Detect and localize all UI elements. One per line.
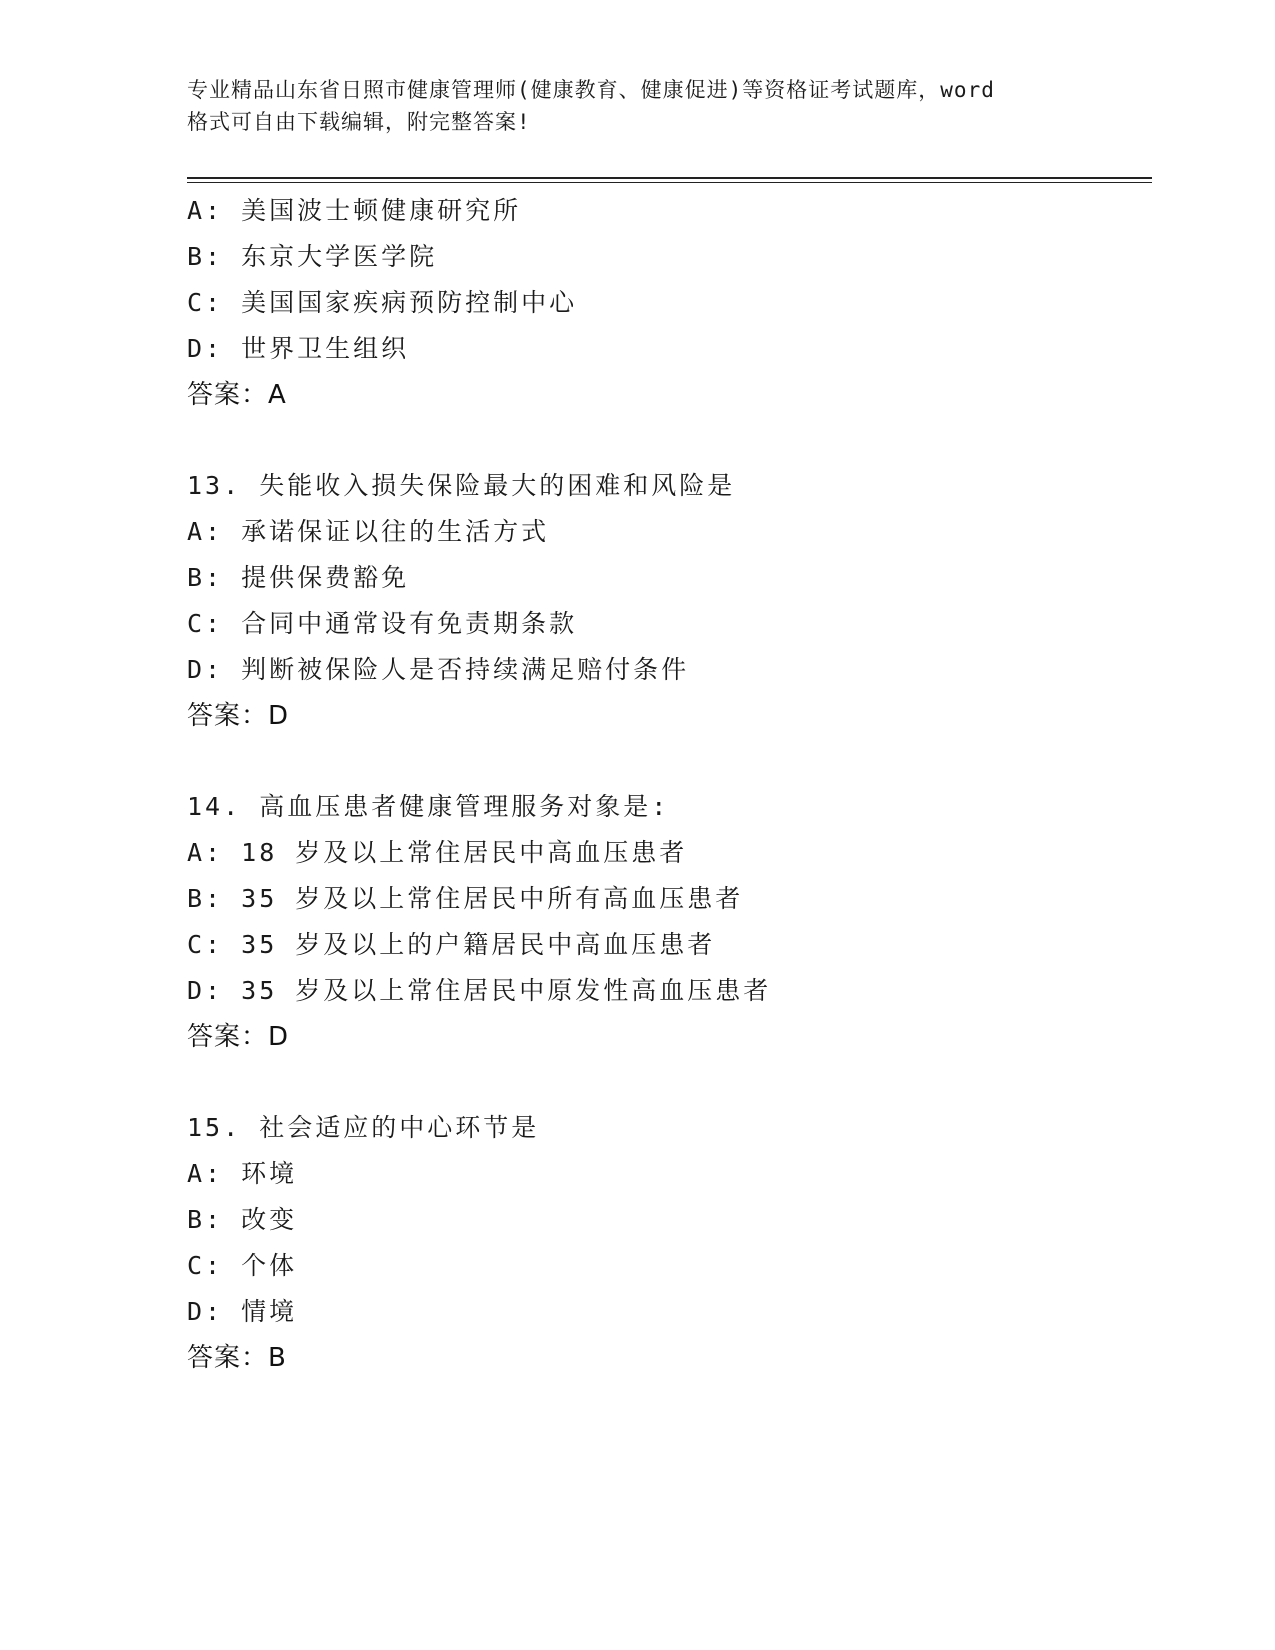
option-c: C: 美国国家疾病预防控制中心 [187, 288, 578, 317]
answer: 答案：A [187, 380, 287, 410]
option-a: A: 环境 [187, 1159, 298, 1188]
option-d: D: 判断被保险人是否持续满足赔付条件 [187, 655, 690, 684]
option-b: B: 改变 [187, 1205, 298, 1234]
question-title: 13. 失能收入损失保险最大的困难和风险是 [187, 471, 736, 500]
header-divider-thin [187, 182, 1152, 183]
option-a: A: 18 岁及以上常住居民中高血压患者 [187, 838, 688, 867]
answer: 答案：B [187, 1343, 287, 1373]
header-line-2: 格式可自由下载编辑，附完整答案! [187, 110, 531, 134]
option-d: D: 世界卫生组织 [187, 334, 410, 363]
question-title: 15. 社会适应的中心环节是 [187, 1113, 540, 1142]
option-b: B: 提供保费豁免 [187, 563, 410, 592]
question-14 [187, 784, 1147, 1060]
option-c: C: 35 岁及以上的户籍居民中高血压患者 [187, 930, 716, 959]
answer: 答案：D [187, 1022, 290, 1052]
option-b: B: 东京大学医学院 [187, 242, 438, 271]
question-12 [187, 188, 1147, 418]
header-line-1: 专业精品山东省日照市健康管理师(健康教育、健康促进)等资格证考试题库，word [187, 78, 995, 102]
option-a: A: 承诺保证以往的生活方式 [187, 517, 550, 546]
option-c: C: 合同中通常设有免责期条款 [187, 609, 578, 638]
answer: 答案：D [187, 701, 290, 731]
header-divider-thick [187, 177, 1152, 179]
option-a: A: 美国波士顿健康研究所 [187, 196, 522, 225]
question-13 [187, 463, 1147, 739]
option-c: C: 个体 [187, 1251, 298, 1280]
document-header [187, 74, 1087, 138]
question-title: 14. 高血压患者健康管理服务对象是: [187, 792, 670, 821]
question-15 [187, 1105, 1147, 1381]
option-d: D: 情境 [187, 1297, 298, 1326]
option-b: B: 35 岁及以上常住居民中所有高血压患者 [187, 884, 744, 913]
option-d: D: 35 岁及以上常住居民中原发性高血压患者 [187, 976, 772, 1005]
question-list [187, 188, 1147, 1381]
